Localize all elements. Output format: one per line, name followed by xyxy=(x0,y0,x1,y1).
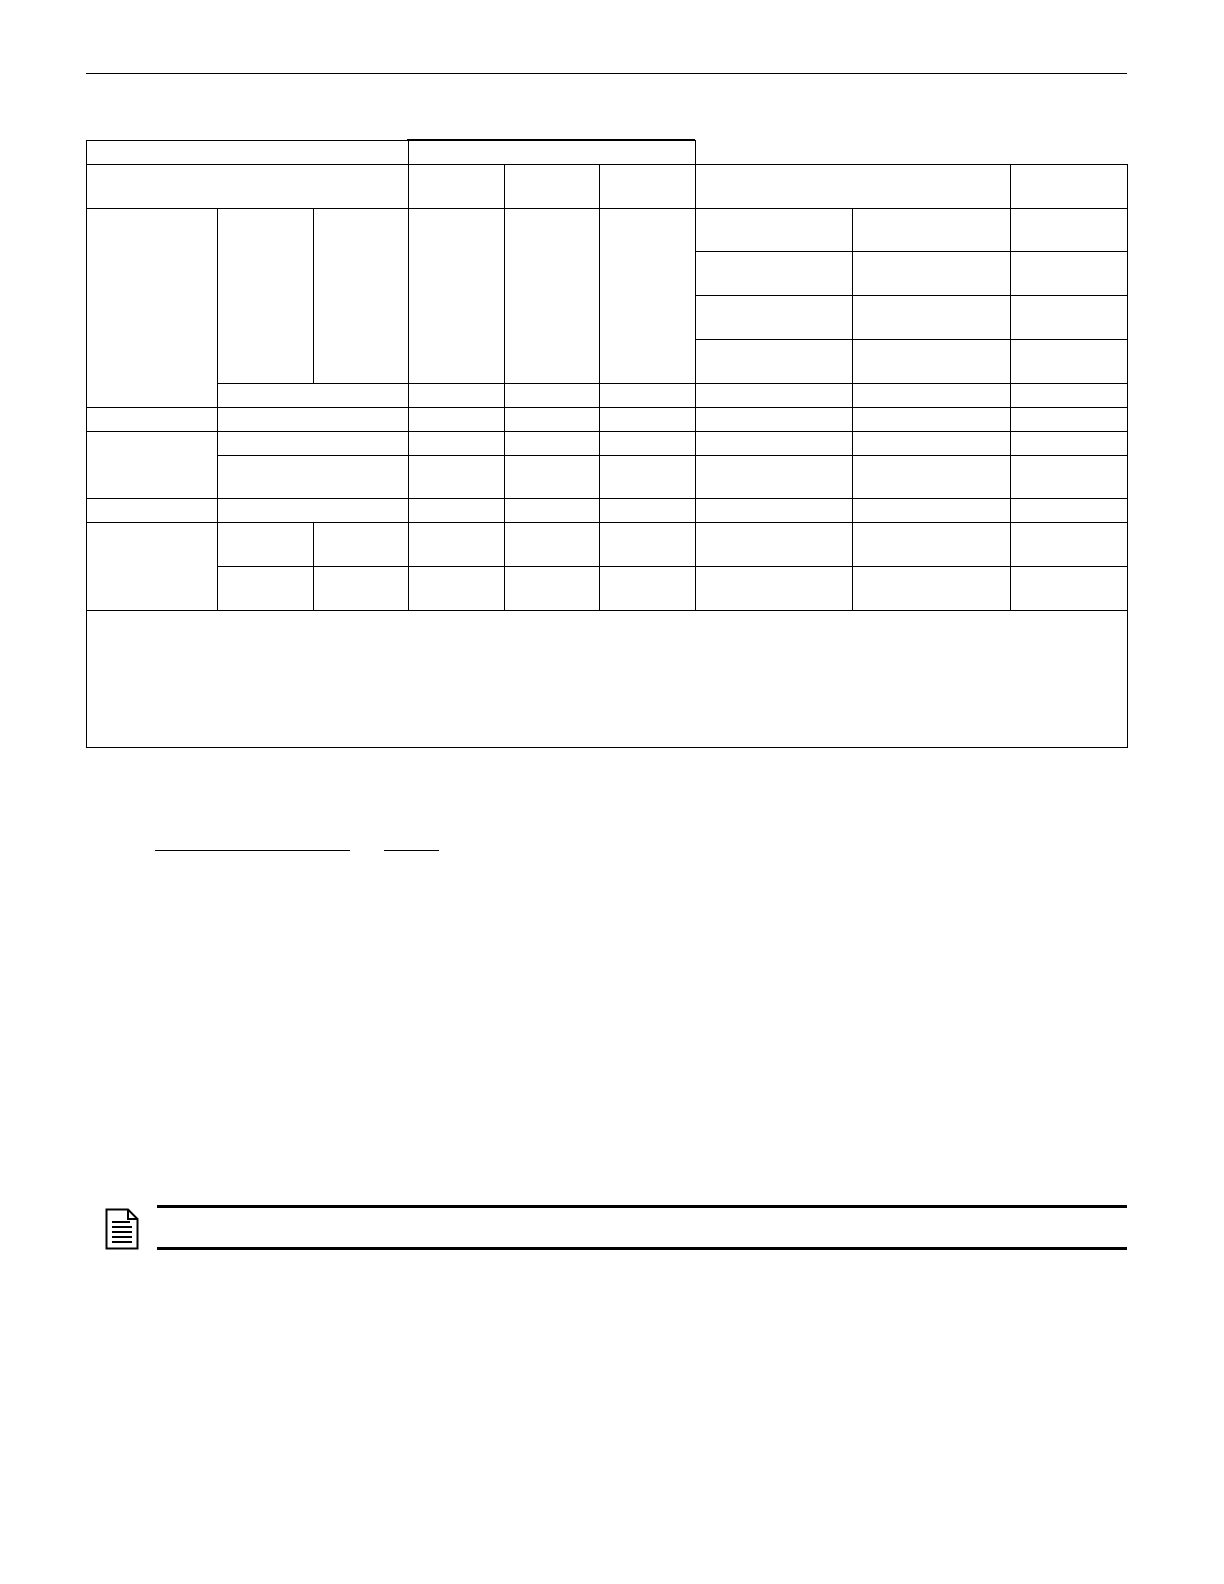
table-cell xyxy=(600,523,696,567)
table-cell xyxy=(505,456,600,499)
table-cell xyxy=(505,408,600,432)
table-row xyxy=(87,384,1128,408)
table-cell xyxy=(853,456,1011,499)
table-cell xyxy=(696,384,853,408)
table-cell xyxy=(1011,209,1128,252)
table-cell xyxy=(218,523,314,567)
table-row xyxy=(87,141,1128,165)
table-row xyxy=(87,499,1128,523)
table-cell xyxy=(600,408,696,432)
table-cell xyxy=(1011,456,1128,499)
table-cell xyxy=(696,340,853,384)
table-cell xyxy=(409,456,505,499)
table-cell xyxy=(853,296,1011,340)
specification-table xyxy=(86,140,1128,748)
hyperlink-underline[interactable] xyxy=(155,850,350,851)
table-cell xyxy=(409,523,505,567)
note-document-icon xyxy=(105,1208,139,1250)
page-header-rule xyxy=(86,73,1127,74)
table-row xyxy=(87,408,1128,432)
table-cell xyxy=(505,432,600,456)
table-cell xyxy=(87,523,218,611)
table-cell xyxy=(505,499,600,523)
table-cell xyxy=(1011,340,1128,384)
table-cell xyxy=(87,209,218,408)
table-cell xyxy=(1011,523,1128,567)
table-cell xyxy=(218,567,314,611)
table-cell xyxy=(505,384,600,408)
table-cell xyxy=(853,209,1011,252)
table-row xyxy=(87,165,1128,209)
table-header-cell xyxy=(696,165,1011,209)
table-cell xyxy=(409,141,696,165)
table-cell xyxy=(853,567,1011,611)
table-header-cell xyxy=(1011,165,1128,209)
table-cell xyxy=(218,384,409,408)
table-header-cell xyxy=(409,165,505,209)
table-cell xyxy=(218,456,409,499)
table-cell xyxy=(409,432,505,456)
table-row xyxy=(87,611,1128,748)
table-cell xyxy=(218,499,409,523)
table-cell xyxy=(218,432,409,456)
table-cell xyxy=(853,340,1011,384)
table-cell xyxy=(87,432,218,499)
table-cell xyxy=(696,296,853,340)
table-cell xyxy=(409,408,505,432)
note-top-rule xyxy=(157,1205,1127,1208)
table-cell xyxy=(218,209,314,384)
table-row xyxy=(87,209,1128,252)
table-cell xyxy=(409,209,505,384)
table-row xyxy=(87,523,1128,567)
table-cell xyxy=(314,523,409,567)
table-cell xyxy=(600,499,696,523)
table-cell xyxy=(696,523,853,567)
table-cell xyxy=(696,408,853,432)
table-cell xyxy=(600,384,696,408)
table-cell xyxy=(409,567,505,611)
table-header-cell xyxy=(87,165,409,209)
hyperlink-underline[interactable] xyxy=(384,850,439,851)
table-header-cell xyxy=(600,165,696,209)
table-row xyxy=(87,456,1128,499)
table-cell xyxy=(1011,384,1128,408)
table-cell xyxy=(696,432,853,456)
table-cell xyxy=(600,456,696,499)
table-cell xyxy=(853,523,1011,567)
table-cell xyxy=(314,209,409,384)
table-row xyxy=(87,432,1128,456)
table-cell xyxy=(87,499,218,523)
table-cell xyxy=(1011,432,1128,456)
table-cell xyxy=(600,567,696,611)
table-cell xyxy=(853,384,1011,408)
table-cell xyxy=(409,384,505,408)
table-cell xyxy=(314,567,409,611)
table-cell xyxy=(87,141,409,165)
table-cell xyxy=(505,209,600,384)
table-cell xyxy=(1011,499,1128,523)
table-cell xyxy=(1011,408,1128,432)
table-cell xyxy=(696,567,853,611)
table-cell xyxy=(696,252,853,296)
table-header-cell xyxy=(505,165,600,209)
table-cell xyxy=(218,408,409,432)
table-row xyxy=(87,567,1128,611)
table-cell xyxy=(1011,296,1128,340)
table-cell xyxy=(696,456,853,499)
table-cell xyxy=(696,209,853,252)
table-cell xyxy=(87,408,218,432)
table-cell xyxy=(853,499,1011,523)
table-cell xyxy=(1011,252,1128,296)
table-cell xyxy=(696,499,853,523)
note-bottom-rule xyxy=(157,1247,1127,1250)
table-notes-cell xyxy=(87,611,1128,748)
table-cell xyxy=(600,209,696,384)
table-cell xyxy=(505,567,600,611)
table-cell xyxy=(853,408,1011,432)
table-cell xyxy=(409,499,505,523)
table-cell xyxy=(696,141,1128,165)
table-cell xyxy=(1011,567,1128,611)
table-cell xyxy=(853,252,1011,296)
table-cell xyxy=(853,432,1011,456)
table-cell xyxy=(505,523,600,567)
table-cell xyxy=(600,432,696,456)
